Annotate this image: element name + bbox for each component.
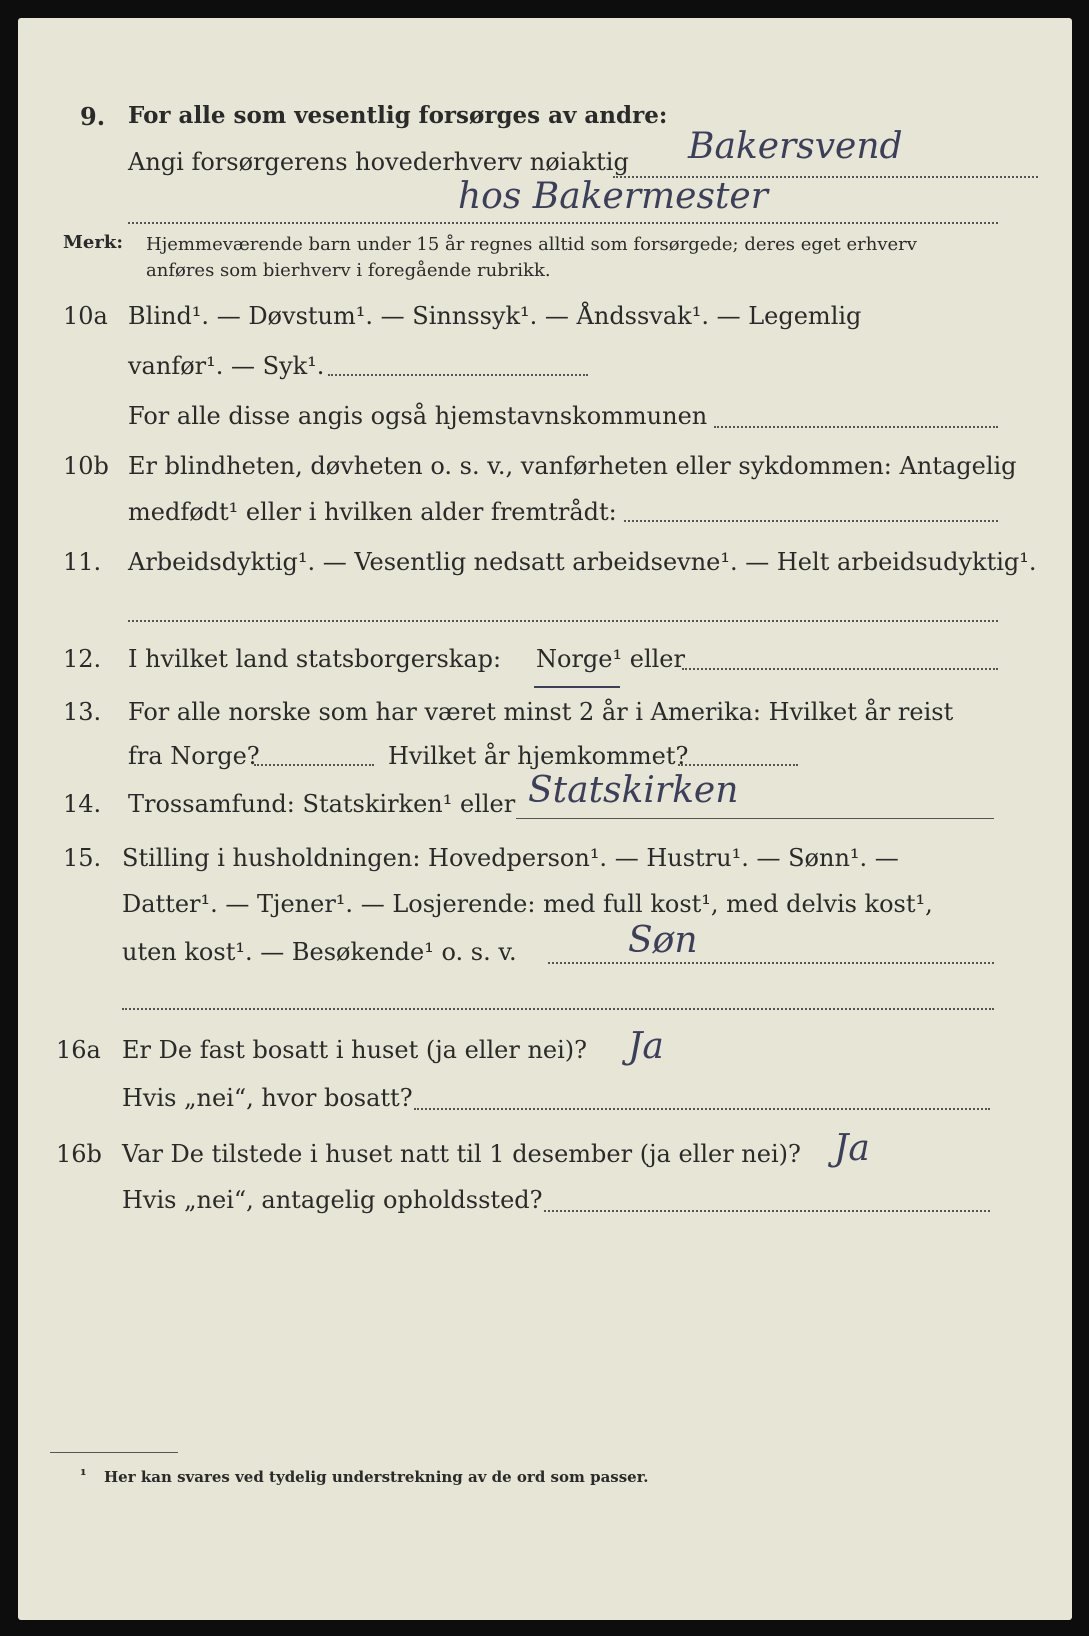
q15-line-1: Stilling i husholdningen: Hovedperson¹. — Hustru¹. — Sønn¹. —	[122, 844, 899, 872]
q13-line-2a: fra Norge?	[128, 742, 260, 770]
q11-line-1: Arbeidsdyktig¹. — Vesentlig nedsatt arbeidsevne¹. — Helt arbeidsudyktig¹.	[128, 548, 1037, 576]
q12-number: 12.	[63, 645, 102, 673]
q11-line	[128, 620, 998, 622]
footnote-mark: ¹	[80, 1466, 87, 1484]
q9-answer-2: hos Bakermester	[458, 176, 768, 217]
footnote-rule	[50, 1452, 178, 1453]
q15-line	[548, 962, 994, 964]
q10b-number: 10b	[63, 452, 109, 480]
q16b-number: 16b	[56, 1140, 102, 1168]
footnote-text: Her kan svares ved tydelig understrekning av de ord som passer.	[104, 1468, 649, 1486]
q10a-line-3: For alle disse angis også hjemstavnskommunen	[128, 402, 708, 430]
q13-number: 13.	[63, 698, 102, 726]
q9-title: For alle som vesentlig forsørges av andre:	[128, 102, 668, 129]
q16b-line	[544, 1210, 990, 1212]
q15-line-2: Datter¹. — Tjener¹. — Losjerende: med full kost¹, med delvis kost¹,	[122, 890, 933, 918]
q14-line-1: Trossamfund: Statskirken¹ eller	[128, 790, 516, 818]
q12-norge-underline	[534, 686, 620, 688]
q10a-number: 10a	[63, 302, 108, 330]
q10b-line	[624, 520, 998, 522]
q16b-line-1: Var De tilstede i huset natt til 1 desember (ja eller nei)?	[122, 1140, 801, 1168]
q13-hjemkommet-line	[678, 764, 798, 766]
q12-line	[682, 668, 998, 670]
q9-answer-line-2	[128, 222, 998, 224]
q16a-answer: Ja	[628, 1026, 664, 1067]
q16b-line-2: Hvis „nei“, antagelig opholdssted?	[122, 1186, 543, 1214]
q11-number: 11.	[63, 548, 102, 576]
q13-line-1: For alle norske som har været minst 2 år i Amerika: Hvilket år reist	[128, 698, 954, 726]
census-form-page	[18, 18, 1072, 1620]
q15-line-3: uten kost¹. — Besøkende¹ o. s. v.	[122, 938, 517, 966]
q9-number: 9.	[80, 102, 106, 131]
q10b-line-2: medfødt¹ eller i hvilken alder fremtrådt:	[128, 498, 617, 526]
q10a-syk-line	[328, 374, 588, 376]
q16a-line-2: Hvis „nei“, hvor bosatt?	[122, 1084, 413, 1112]
q15-answer: Søn	[628, 920, 698, 961]
q9-label: Angi forsørgerens hovederhverv nøiaktig	[128, 148, 629, 176]
q13-line-2b: Hvilket år hjemkommet?	[388, 742, 689, 770]
q16a-line-1: Er De fast bosatt i huset (ja eller nei)?	[122, 1036, 588, 1064]
q13-reist-line	[254, 764, 374, 766]
q14-answer: Statskirken	[528, 770, 739, 811]
q14-line	[516, 818, 994, 819]
q12-option: Norge¹ eller	[536, 645, 685, 673]
q9-answer-1: Bakersvend	[688, 126, 903, 167]
merk-line-2: anføres som bierhverv i foregående rubrikk.	[146, 260, 551, 281]
q10a-line-1: Blind¹. — Døvstum¹. — Sinnssyk¹. — Åndssvak¹. — Legemlig	[128, 302, 862, 330]
merk-label: Merk:	[63, 232, 123, 253]
merk-line-1: Hjemmeværende barn under 15 år regnes alltid som forsørgede; deres eget erhverv	[146, 234, 917, 255]
q15-line-extra	[122, 1008, 994, 1010]
q10b-line-1: Er blindheten, døvheten o. s. v., vanførheten eller sykdommen: Antagelig	[128, 452, 1017, 480]
q16a-number: 16a	[56, 1036, 101, 1064]
q14-number: 14.	[63, 790, 102, 818]
q10a-kommune-line	[714, 426, 998, 428]
q10a-line-2: vanfør¹. — Syk¹.	[128, 352, 325, 380]
q12-line-1: I hvilket land statsborgerskap:	[128, 645, 502, 673]
q16b-answer: Ja	[834, 1128, 870, 1169]
q15-number: 15.	[63, 844, 102, 872]
q16a-line	[414, 1108, 990, 1110]
